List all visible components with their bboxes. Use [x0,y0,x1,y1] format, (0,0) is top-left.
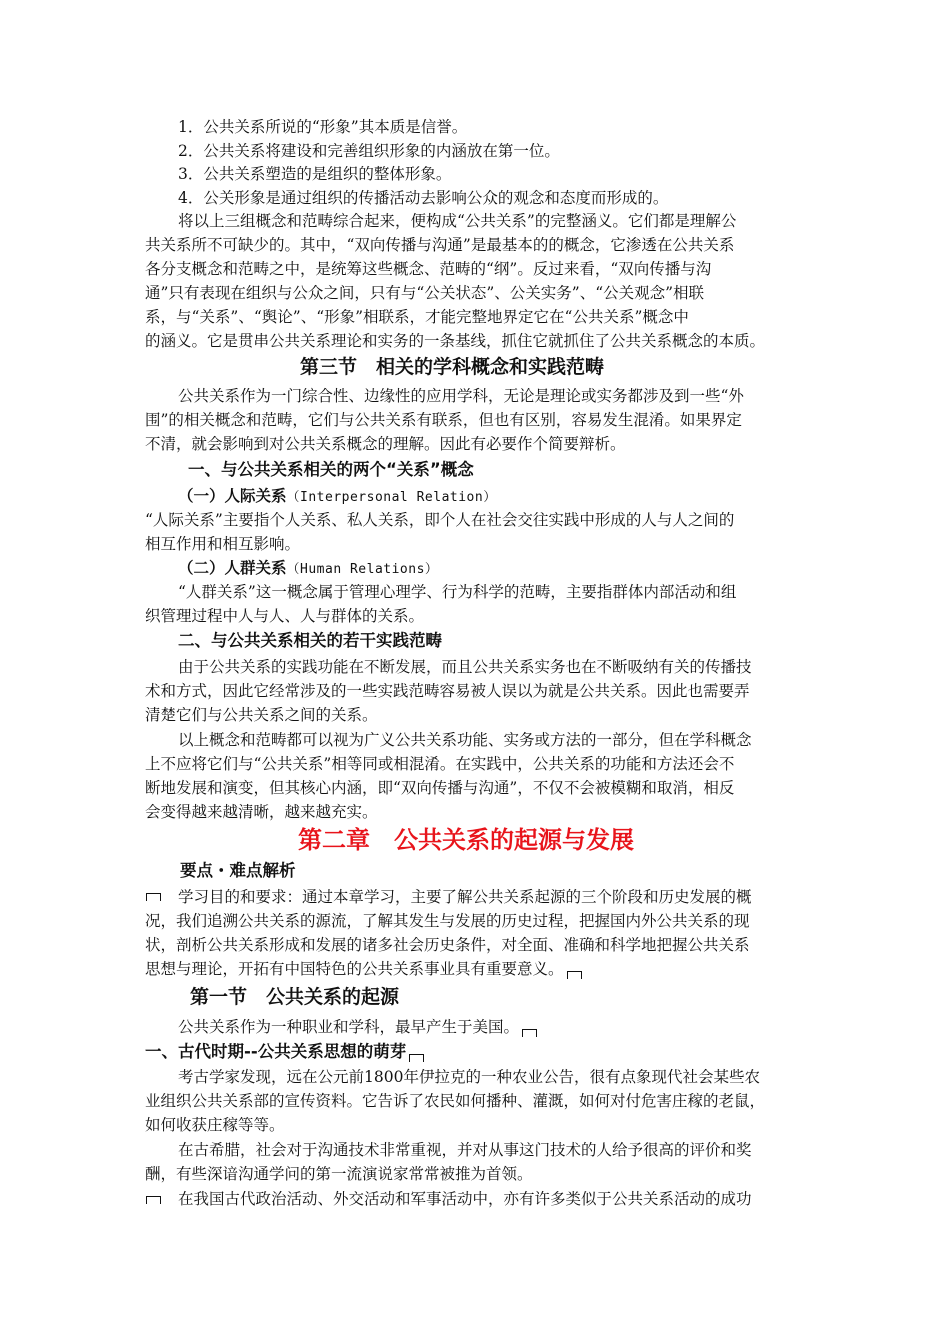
paragraph-line: 共关系所不可缺少的。其中，“双向传播与沟通”是最基本的的概念，它渗透在公共关系 [145,236,735,254]
paragraph-line: 考古学家发现，远在公元前1800年伊拉克的一种农业公告，很有点象现代社会某些农 [178,1068,760,1086]
paragraph-line: 状，剖析公共关系形成和发展的诸多社会历史条件，对全面、准确和科学地把握公共关系 [145,936,750,954]
paragraph-line: 以上概念和范畴都可以视为广义公共关系功能、实务或方法的一部分，但在学科概念 [178,731,752,749]
paragraph-line: 会变得越来越清晰，越来越充实。 [145,803,378,821]
paragraph-text: 公共关系作为一种职业和学科，最早产生于美国。 [178,1018,520,1036]
anchor-mark-icon [409,1054,424,1062]
paragraph-line: 公共关系作为一门综合性、边缘性的应用学科，无论是理论或实务都涉及到一些“外 [178,387,744,405]
paragraph-line: 系，与“关系”、“舆论”、“形象”相联系，才能完整地界定它在“公共关系”概念中 [145,308,689,326]
paragraph-line: 在古希腊，社会对于沟通技术非常重视，并对从事这门技术的人给予很高的评价和奖 [178,1141,752,1159]
paragraph-line: 如何收获庄稼等等。 [145,1116,285,1134]
paragraph-line: 相互作用和相互影响。 [145,535,301,553]
item-english: （Human Relations） [286,562,439,577]
paragraph-line: 织管理过程中人与人、人与群体的关系。 [145,607,425,625]
list-item: 2．公共关系将建设和完善组织形象的内涵放在第一位。 [178,142,560,160]
paragraph-line [178,1016,537,1038]
list-item: 1．公共关系所说的“形象”其本质是信誉。 [178,118,468,136]
paragraph-line: 各分支概念和范畴之中，是统筹这些概念、范畴的“纲”。反过来看，“双向传播与沟 [145,260,712,278]
item-heading [178,557,438,581]
section-heading: 第一节 公共关系的起源 [190,986,400,1008]
paragraph-line: 术和方式，因此它经常涉及的一些实践范畴容易被人误以为就是公共关系。因此也需要弄 [145,682,750,700]
paragraph-line: 不清，就会影响到对公共关系概念的理解。因此有必要作个简要辩析。 [145,435,626,453]
subheading-text: 一、古代时期--公共关系思想的萌芽 [145,1042,407,1061]
anchor-mark-icon [567,971,582,979]
item-english: （Interpersonal Relation） [286,490,497,505]
paragraph-line: “人际关系”主要指个人关系、私人关系，即个人在社会交往实践中形成的人与人之间的 [145,511,735,529]
paragraph-line: 业组织公共关系部的宣传资料。它告诉了农民如何播种、灌溉，如何对付危害庄稼的老鼠， [145,1092,766,1110]
paragraph-line: 在我国古代政治活动、外交活动和军事活动中，亦有许多类似于公共关系活动的成功 [178,1190,752,1208]
paragraph-text: 思想与理论，开拓有中国特色的公共关系事业具有重要意义。 [145,960,564,978]
anchor-mark-icon [146,893,161,901]
item-heading [178,485,497,509]
chapter-heading: 第二章 公共关系的起源与发展 [298,826,634,854]
paragraph-line: 由于公共关系的实践功能在不断发展，而且公共关系实务也在不断吸纳有关的传播技 [178,658,752,676]
subheading: 一、与公共关系相关的两个“关系”概念 [188,460,474,479]
paragraph-line: 断地发展和演变，但其核心内涵，即“双向传播与沟通”，不仅不会被模糊和取消，相反 [145,779,735,797]
paragraph-line [145,958,582,980]
paragraph-line: 清楚它们与公共关系之间的关系。 [145,706,378,724]
anchor-mark-icon [146,1196,161,1204]
paragraph-line: 的涵义。它是贯串公共关系理论和实务的一条基线，抓住它就抓住了公共关系概念的本质。 [145,332,766,350]
paragraph-line: 围”的相关概念和范畴，它们与公共关系有联系，但也有区别，容易发生混淆。如果界定 [145,411,742,429]
list-item: 3．公共关系塑造的是组织的整体形象。 [178,165,452,183]
subheading [145,1041,424,1063]
paragraph-line: 上不应将它们与“公共关系”相等同或相混淆。在实践中，公共关系的功能和方法还会不 [145,755,735,773]
key-points-heading: 要点・难点解析 [180,861,296,880]
paragraph-line: 学习目的和要求：通过本章学习，主要了解公共关系起源的三个阶段和历史发展的概 [178,888,752,906]
anchor-mark-icon [522,1029,537,1037]
item-label: （二）人群关系 [178,559,287,577]
paragraph-line: 酬，有些深谙沟通学问的第一流演说家常常被推为首领。 [145,1165,533,1183]
paragraph-line: 通”只有表现在组织与公众之间，只有与“公关状态”、公关实务”、“公关观念”相联 [145,284,705,302]
paragraph-line: “人群关系”这一概念属于管理心理学、行为科学的范畴，主要指群体内部活动和组 [178,583,737,601]
paragraph-line: 将以上三组概念和范畴综合起来，便构成“公共关系”的完整涵义。它们都是理解公 [178,212,737,230]
item-label: （一）人际关系 [178,487,287,505]
section-heading: 第三节 相关的学科概念和实践范畴 [300,356,605,378]
paragraph-line: 况，我们追溯公共关系的源流，了解其发生与发展的历史过程，把握国内外公共关系的现 [145,912,750,930]
subheading: 二、与公共关系相关的若干实践范畴 [178,631,442,650]
list-item: 4．公关形象是通过组织的传播活动去影响公众的观念和态度而形成的。 [178,189,669,207]
